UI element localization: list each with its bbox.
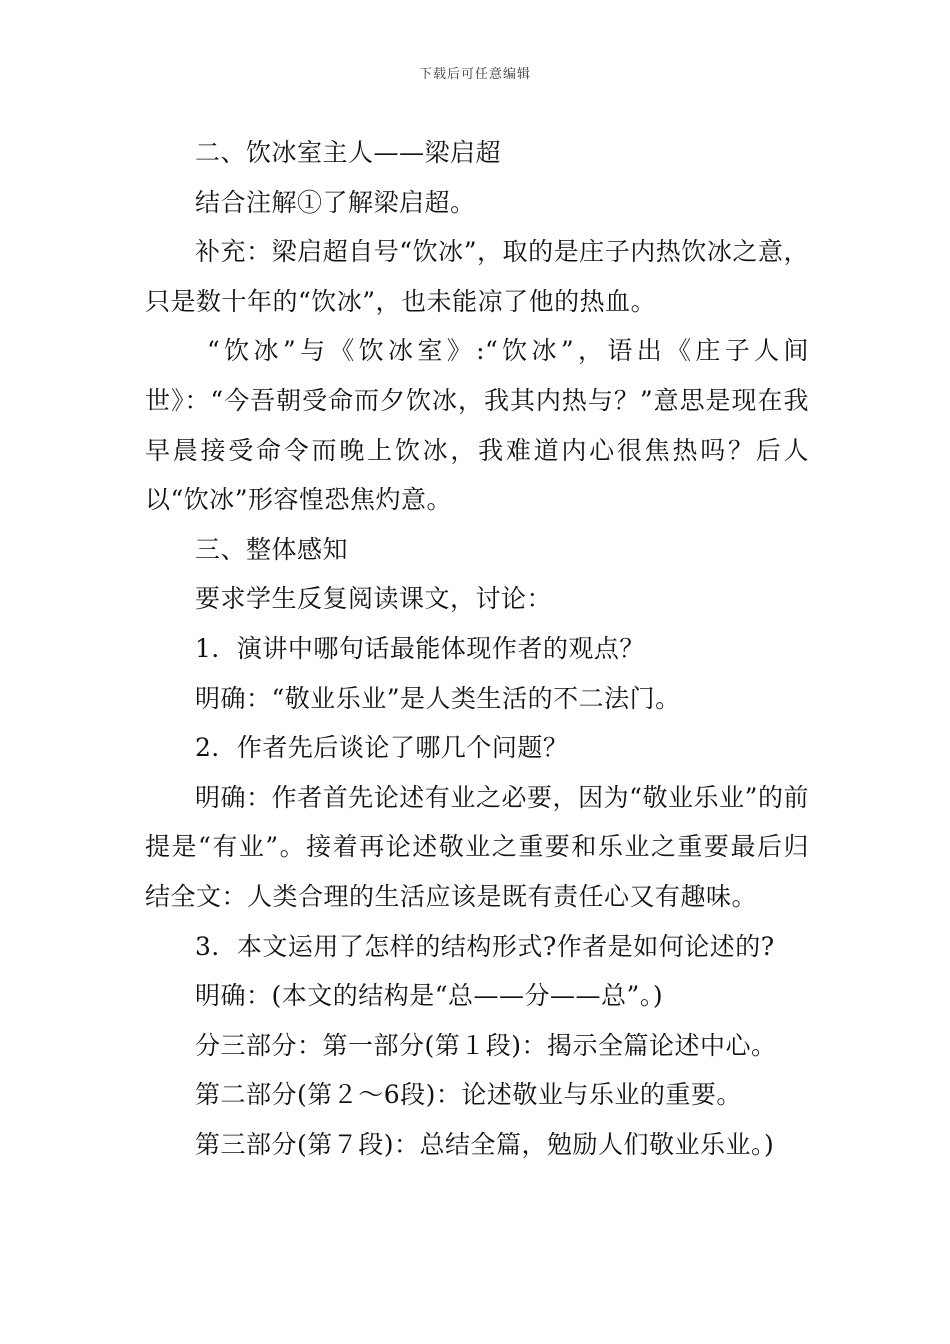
section-heading-liang-qichao: 二、饮冰室主人——梁启超 bbox=[195, 138, 502, 167]
paragraph: “饮冰”与《饮冰室》:“饮冰”，语出《庄子人间世》：“今吾朝受命而夕饮冰，我其内热与？”意思是现在我早晨接受命令而晚上饮冰，我难道内心很焦热吗？后人以“饮冰”形容惶恐焦灼意。 bbox=[145, 336, 809, 515]
paragraph: 结合注解①了解梁启超。 bbox=[195, 187, 476, 217]
document-body bbox=[145, 128, 809, 1169]
paragraph: 分三部分：第一部分(第１段)：揭示全篇论述中心。 bbox=[195, 1030, 777, 1060]
paragraph: 第三部分(第７段)：总结全篇，勉励人们敬业乐业。) bbox=[195, 1129, 775, 1159]
answer: 明确：(本文的结构是“总——分——总”。) bbox=[195, 981, 664, 1011]
section-heading-overall-perception: 三、整体感知 bbox=[195, 534, 349, 564]
question: 1．演讲中哪句话最能体现作者的观点？ bbox=[195, 633, 645, 663]
paragraph: 补充：梁启超自号“饮冰”，取的是庄子内热饮冰之意，只是数十年的“饮冰”，也未能凉了他的热血。 bbox=[145, 237, 809, 316]
question: 3．本文运用了怎样的结构形式?作者是如何论述的? bbox=[195, 931, 775, 961]
question: 2．作者先后谈论了哪几个问题？ bbox=[195, 733, 569, 763]
page-header: 下载后可任意编辑 bbox=[418, 67, 531, 82]
answer: 明确：“敬业乐业”是人类生活的不二法门。 bbox=[195, 683, 681, 713]
paragraph: 第二部分(第２～6段)：论述敬业与乐业的重要。 bbox=[195, 1080, 742, 1110]
paragraph: 要求学生反复阅读课文，讨论： bbox=[195, 584, 553, 614]
answer: 明确：作者首先论述有业之必要，因为“敬业乐业”的前提是“有业”。接着再论述敬业之重要和乐业之重要最后归结全文：人类合理的生活应该是既有责任心又有趣味。 bbox=[145, 782, 809, 911]
